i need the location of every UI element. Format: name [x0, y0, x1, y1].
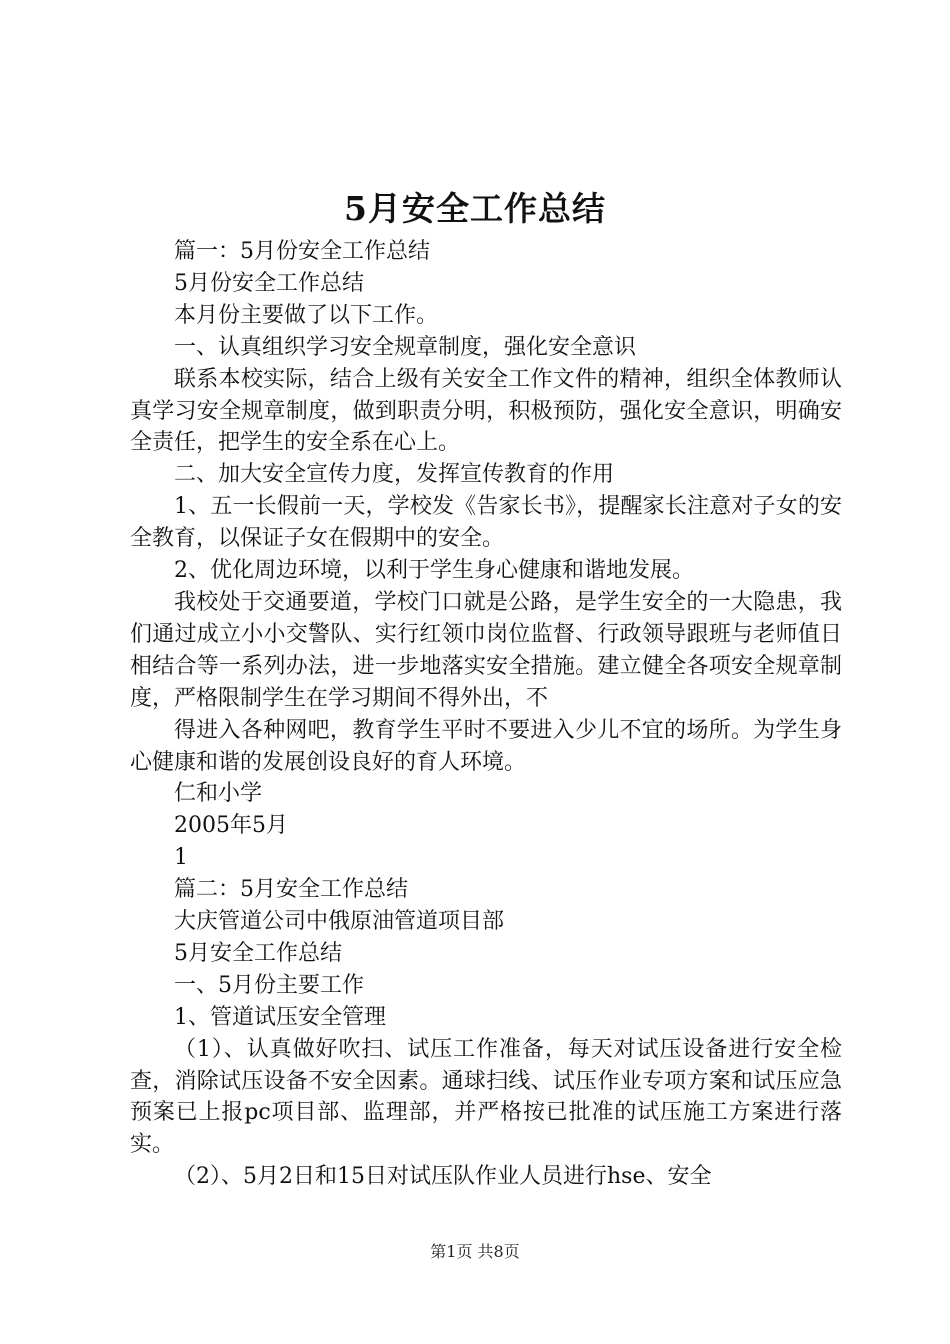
- signature-school: 仁和小学: [174, 781, 263, 807]
- document-body: [130, 236, 842, 1193]
- paragraph: 二、加大安全宣传力度，发挥宣传教育的作用: [174, 462, 615, 488]
- paragraph: 篇一：5月份安全工作总结: [174, 239, 430, 264]
- paragraph: 联系本校实际，结合上级有关安全工作文件的精神，组织全体教师认真学习安全规章制度，做到职责分明，积极预防，强化安全意识，明确安全责任，把学生的安全系在心上。: [130, 366, 842, 456]
- paragraph: 5月安全工作总结: [174, 940, 342, 966]
- paragraph: 2、优化周边环境，以利于学生身心健康和谐地发展。: [174, 558, 694, 584]
- paragraph: 我校处于交通要道，学校门口就是公路，是学生安全的一大隐患，我们通过成立小小交警队、实行红领巾岗位监督、行政领导跟班与老师值日相结合等一系列办法，进一步地落实安全措施。建立健全各项安全规章制度，严格限制学生在学习期间不得外出，不: [130, 589, 842, 711]
- paragraph: 1、五一长假前一天，学校发《告家长书》，提醒家长注意对子女的安全教育，以保证子女在假期中的安全。: [130, 494, 842, 552]
- paragraph: 大庆管道公司中俄原油管道项目部: [174, 909, 505, 935]
- document-title: 5月安全工作总结: [344, 189, 606, 228]
- paragraph: 1: [174, 845, 188, 871]
- paragraph: 得进入各种网吧，教育学生平时不要进入少儿不宜的场所。为学生身心健康和谐的发展创设良好的育人环境。: [130, 717, 842, 775]
- paragraph: 1、管道试压安全管理: [174, 1004, 386, 1030]
- paragraph: 5月份安全工作总结: [174, 270, 364, 296]
- paragraph: 一、5月份主要工作: [174, 972, 364, 998]
- page-number: 第1页 共8页: [430, 1242, 520, 1261]
- paragraph: （2）、5月2日和15日对试压队作业人员进行hse、安全: [174, 1164, 712, 1190]
- section-heading: 篇二：5月安全工作总结: [174, 877, 408, 903]
- paragraph: （1）、认真做好吹扫、试压工作准备，每天对试压设备进行安全检查，消除试压设备不安全因素。通球扫线、试压作业专项方案和试压应急预案已上报pc项目部、监理部，并严格按已批准的试压施工方案进行落实。: [130, 1036, 842, 1158]
- paragraph: 本月份主要做了以下工作。: [174, 302, 439, 328]
- signature-date: 2005年5月: [174, 813, 288, 839]
- paragraph: 一、认真组织学习安全规章制度，强化安全意识: [174, 334, 637, 360]
